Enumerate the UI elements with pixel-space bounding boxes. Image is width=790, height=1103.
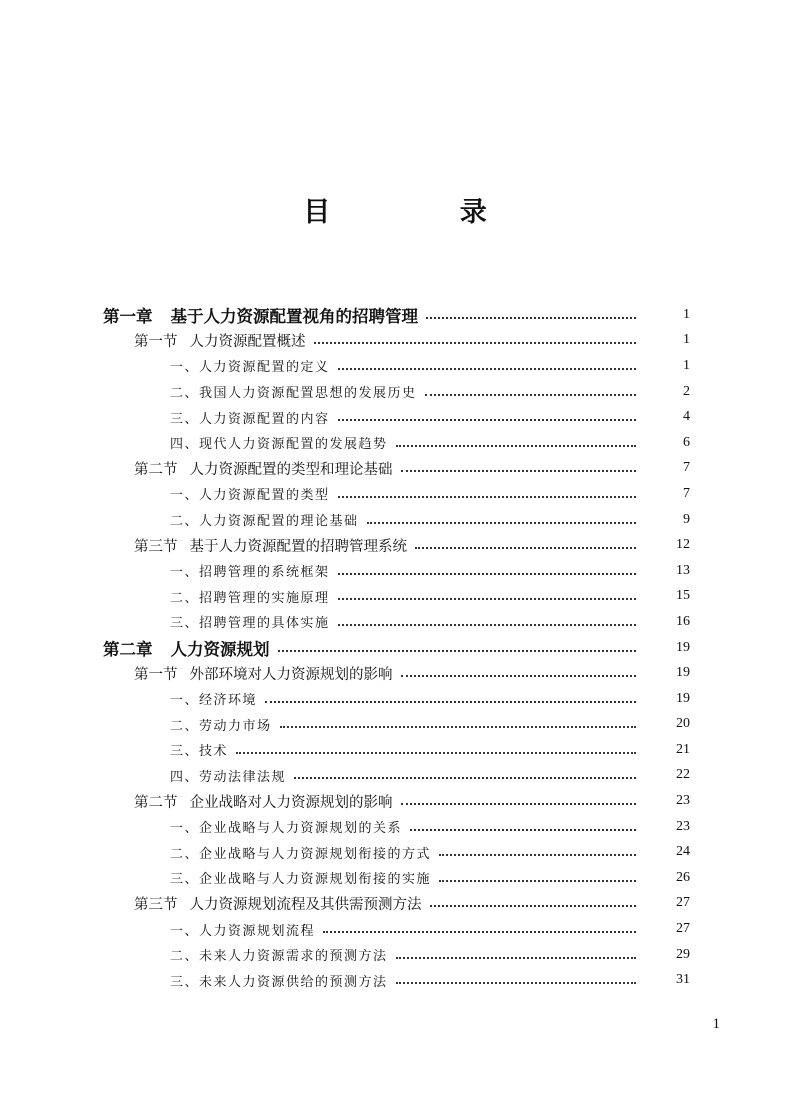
toc-entry-number: 二、 — [170, 590, 200, 606]
toc-dot-leader — [280, 726, 636, 728]
toc-entry-label — [170, 408, 330, 427]
toc-dot-leader — [338, 598, 636, 600]
toc-entry-label — [134, 893, 422, 914]
toc-page-number: 1 — [683, 357, 690, 373]
toc-entry-label — [170, 920, 315, 939]
toc-section-row — [0, 660, 790, 686]
toc-page-number: 23 — [676, 818, 690, 834]
toc-dot-leader — [338, 368, 636, 370]
toc-entry-number: 二、 — [170, 386, 200, 402]
toc-item-row — [0, 942, 790, 968]
toc-entry-label — [170, 484, 330, 503]
toc-entry-number: 第一章 — [103, 306, 153, 326]
toc-entry-number: 一、 — [170, 693, 200, 709]
toc-page-number: 15 — [676, 588, 690, 604]
toc-dot-leader — [396, 982, 636, 984]
toc-dot-leader — [278, 650, 637, 652]
toc-entry-number: 二、 — [170, 949, 200, 965]
toc-entry-title: 招聘管理的系统框架 — [199, 565, 330, 581]
toc-page-number: 1 — [683, 306, 690, 322]
toc-entry-title: 外部环境对人力资源规划的影响 — [189, 666, 393, 683]
toc-entry-title: 人力资源规划流程及其供需预测方法 — [189, 896, 422, 913]
toc-item-row — [0, 353, 790, 379]
toc-entry-number: 第三节 — [134, 538, 178, 555]
toc-dot-leader — [410, 829, 636, 831]
toc-entry-title: 现代人力资源配置的发展趋势 — [199, 437, 388, 453]
toc-page-number: 20 — [676, 716, 690, 732]
page-title: 目 录 — [303, 197, 547, 228]
toc-item-row — [0, 584, 790, 610]
toc-entry-number: 一、 — [170, 923, 200, 939]
toc-dot-leader — [294, 777, 636, 779]
toc-entry-number: 四、 — [170, 769, 200, 785]
toc-page-number: 16 — [676, 613, 690, 629]
toc-dot-leader — [430, 905, 637, 907]
toc-page-number: 26 — [676, 869, 690, 885]
toc-page-number: 31 — [676, 972, 690, 988]
toc-entry-number: 四、 — [170, 437, 200, 453]
toc-chapter-row — [0, 635, 790, 661]
toc-chapter-row — [0, 302, 790, 328]
toc-entry-title: 人力资源规划流程 — [199, 923, 316, 939]
toc-dot-leader — [338, 573, 636, 575]
toc-entry-number: 第二节 — [134, 794, 178, 811]
toc-entry-label — [170, 868, 431, 887]
toc-entry-number: 三、 — [170, 411, 200, 427]
toc-entry-title: 劳动法律法规 — [199, 769, 287, 785]
toc-entry-title: 未来人力资源供给的预测方法 — [199, 974, 388, 990]
toc-dot-leader — [338, 624, 636, 626]
toc-entry-label — [170, 587, 330, 606]
toc-item-row — [0, 712, 790, 738]
toc-item-row — [0, 507, 790, 533]
toc-entry-label — [134, 535, 407, 556]
toc-item-row — [0, 865, 790, 891]
toc-entry-title: 企业战略与人力资源规划衔接的实施 — [199, 872, 432, 888]
toc-entry-title: 企业战略对人力资源规划的影响 — [189, 794, 393, 811]
toc-page-number: 22 — [676, 767, 690, 783]
toc-entry-number: 一、 — [170, 360, 200, 376]
toc-entry-number: 三、 — [170, 744, 200, 760]
toc-page-number: 19 — [676, 690, 690, 706]
toc-entry-label — [170, 843, 431, 862]
toc-section-row — [0, 891, 790, 917]
toc-item-row — [0, 558, 790, 584]
toc-item-row — [0, 404, 790, 430]
toc-dot-leader — [396, 445, 636, 447]
toc-entry-number: 二、 — [170, 718, 200, 734]
toc-page-number: 24 — [676, 844, 690, 860]
toc-entry-number: 一、 — [170, 488, 200, 504]
toc-entry-title: 招聘管理的具体实施 — [199, 616, 330, 632]
toc-entry-title: 人力资源配置的内容 — [199, 411, 330, 427]
toc-entry-title: 人力资源配置的定义 — [199, 360, 330, 376]
toc-entry-title: 人力资源规划 — [170, 639, 270, 659]
toc-entry-title: 我国人力资源配置思想的发展历史 — [199, 386, 417, 402]
toc-page-number: 13 — [676, 562, 690, 578]
toc-entry-label — [170, 740, 228, 759]
toc-dot-leader — [236, 752, 636, 754]
toc-entry-title: 人力资源配置的理论基础 — [199, 514, 359, 530]
toc-item-row — [0, 763, 790, 789]
toc-dot-leader — [314, 342, 637, 344]
table-of-contents — [0, 302, 790, 993]
toc-entry-title: 技术 — [199, 744, 229, 760]
toc-entry-label — [170, 971, 388, 990]
toc-dot-leader — [439, 880, 636, 882]
toc-section-row — [0, 456, 790, 482]
toc-dot-leader — [323, 931, 636, 933]
toc-item-row — [0, 839, 790, 865]
toc-entry-label — [170, 356, 330, 375]
toc-item-row — [0, 686, 790, 712]
toc-item-row — [0, 916, 790, 942]
toc-entry-label — [170, 433, 388, 452]
toc-entry-label — [170, 561, 330, 580]
toc-entry-number: 二、 — [170, 514, 200, 530]
toc-entry-number: 一、 — [170, 565, 200, 581]
toc-entry-title: 企业战略与人力资源规划衔接的方式 — [199, 846, 432, 862]
toc-page-number: 29 — [676, 946, 690, 962]
toc-dot-leader — [401, 470, 637, 472]
toc-entry-title: 基于人力资源配置视角的招聘管理 — [170, 306, 418, 326]
toc-section-row — [0, 788, 790, 814]
toc-page-number: 27 — [676, 895, 690, 911]
toc-page-number: 12 — [676, 537, 690, 553]
toc-entry-number: 第三节 — [134, 896, 178, 913]
toc-entry-label — [170, 382, 417, 401]
toc-entry-label — [170, 945, 388, 964]
toc-dot-leader — [439, 854, 636, 856]
toc-dot-leader — [401, 803, 637, 805]
toc-item-row — [0, 814, 790, 840]
toc-entry-label — [134, 458, 393, 479]
toc-item-row — [0, 609, 790, 635]
toc-entry-label — [103, 303, 418, 327]
toc-item-row — [0, 430, 790, 456]
toc-dot-leader — [426, 317, 636, 319]
toc-entry-title: 基于人力资源配置的招聘管理系统 — [189, 538, 407, 555]
toc-entry-label — [170, 766, 286, 785]
toc-entry-label — [170, 715, 272, 734]
toc-item-row — [0, 967, 790, 993]
toc-entry-number: 第一节 — [134, 333, 178, 350]
toc-page-number: 4 — [683, 409, 690, 425]
toc-dot-leader — [425, 394, 636, 396]
toc-page-number: 7 — [683, 460, 690, 476]
toc-item-row — [0, 737, 790, 763]
toc-dot-leader — [338, 496, 636, 498]
toc-entry-label — [170, 510, 359, 529]
toc-item-row — [0, 379, 790, 405]
toc-page-number: 23 — [676, 793, 690, 809]
toc-dot-leader — [415, 547, 636, 549]
toc-page-number: 21 — [676, 741, 690, 757]
toc-entry-number: 三、 — [170, 872, 200, 888]
page-number: 1 — [712, 1016, 720, 1032]
toc-page-number: 1 — [683, 332, 690, 348]
toc-entry-label — [134, 663, 393, 684]
toc-dot-leader — [265, 701, 636, 703]
toc-page-number: 7 — [683, 485, 690, 501]
toc-page-number: 27 — [676, 921, 690, 937]
toc-entry-number: 三、 — [170, 974, 200, 990]
toc-entry-label — [103, 636, 270, 660]
toc-page-number: 19 — [676, 665, 690, 681]
toc-entry-number: 第一节 — [134, 666, 178, 683]
toc-entry-number: 第二章 — [103, 639, 153, 659]
toc-entry-label — [170, 612, 330, 631]
toc-entry-title: 企业战略与人力资源规划的关系 — [199, 821, 403, 837]
toc-item-row — [0, 481, 790, 507]
toc-page-number: 2 — [683, 383, 690, 399]
toc-entry-number: 第二节 — [134, 461, 178, 478]
toc-dot-leader — [401, 675, 637, 677]
toc-entry-title: 招聘管理的实施原理 — [199, 590, 330, 606]
toc-entry-title: 人力资源配置的类型和理论基础 — [189, 461, 393, 478]
toc-section-row — [0, 328, 790, 354]
toc-entry-label — [134, 791, 393, 812]
toc-dot-leader — [367, 522, 636, 524]
toc-dot-leader — [338, 419, 636, 421]
toc-entry-label — [134, 330, 306, 351]
toc-entry-label — [170, 817, 402, 836]
toc-entry-title: 人力资源配置概述 — [189, 333, 306, 350]
toc-dot-leader — [396, 957, 636, 959]
toc-page-number: 19 — [676, 639, 690, 655]
toc-section-row — [0, 532, 790, 558]
toc-entry-number: 三、 — [170, 616, 200, 632]
toc-entry-title: 经济环境 — [199, 693, 258, 709]
toc-entry-title: 未来人力资源需求的预测方法 — [199, 949, 388, 965]
toc-page-number: 6 — [683, 434, 690, 450]
toc-page-number: 9 — [683, 511, 690, 527]
toc-entry-number: 一、 — [170, 821, 200, 837]
toc-entry-label — [170, 689, 257, 708]
toc-entry-number: 二、 — [170, 846, 200, 862]
toc-entry-title: 人力资源配置的类型 — [199, 488, 330, 504]
toc-entry-title: 劳动力市场 — [199, 718, 272, 734]
